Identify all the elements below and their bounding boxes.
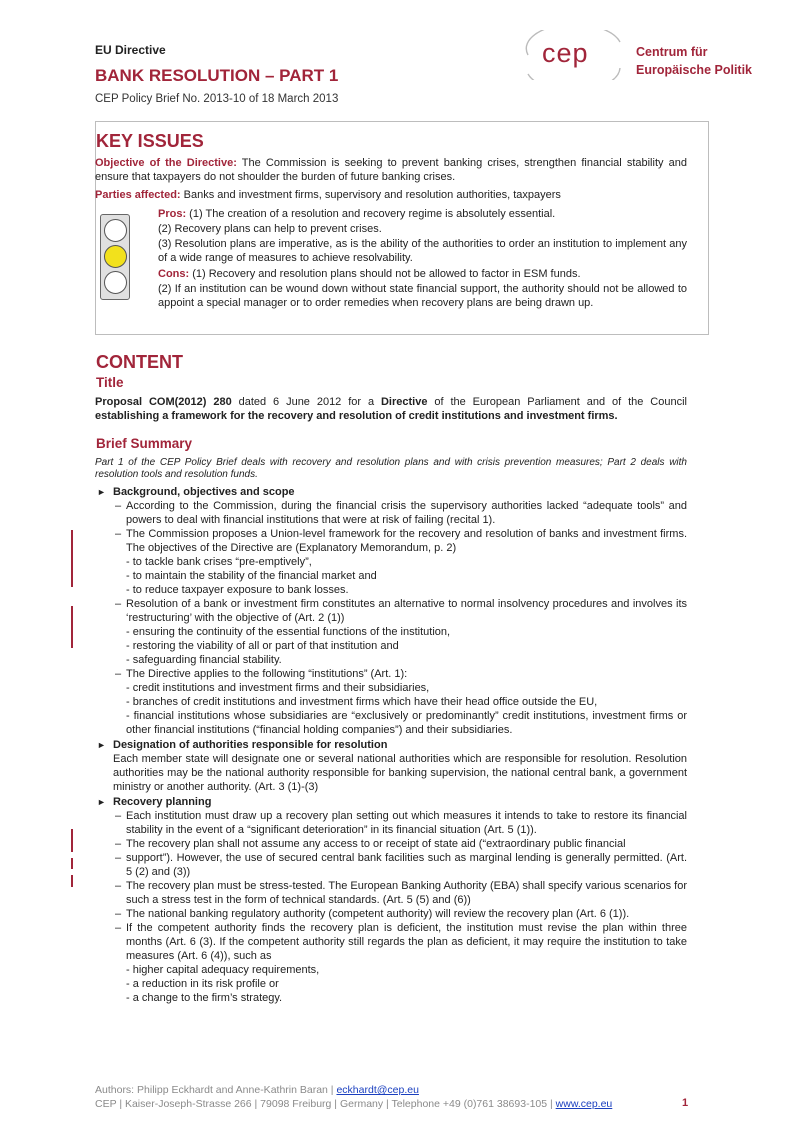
bullet-arrow-icon: ► [97, 487, 106, 497]
footer-website-link[interactable]: www.cep.eu [555, 1098, 613, 1110]
section-background-title: Background, objectives and scope [113, 486, 295, 498]
background-item-3: Resolution of a bank or investment firm constitutes an alternative to normal insolvency procedures and involves its ‘restructuring’ with the objective of (Art. 2 (1)) [126, 598, 687, 624]
cep-logo [520, 30, 630, 80]
objective-sub-c: - to reduce taxpayer exposure to bank losses. [126, 584, 349, 596]
parties-text: Banks and investment firms, supervisory and resolution authorities, taxpayers [180, 189, 561, 201]
change-bar-1 [71, 530, 73, 587]
org-name-line1: Centrum für [636, 45, 708, 59]
footer-authors [95, 1084, 419, 1096]
recovery-item-2b: support”). However, the use of secured central bank facilities such as marginal lending is generally permitted. (Art. 5 (2) and (3)) [126, 852, 687, 878]
proposal-ref: Proposal COM(2012) 280 [95, 396, 232, 408]
section-authorities-text: Each member state will designate one or several national authorities which are responsible for resolution. Resolution authorities may be the national authority responsible for banking supervision, the national central bank, a government ministry or another authority. (Art. 3 (1)-(3) [113, 753, 687, 793]
key-issues-heading: KEY ISSUES [96, 131, 204, 151]
resolution-sub-a: - ensuring the continuity of the essential functions of the institution, [126, 626, 451, 638]
objective-paragraph [95, 156, 687, 184]
objective-sub-b: - to maintain the stability of the financial market and [126, 570, 377, 582]
cons-item-2: (2) If an institution can be wound down without state financial support, the authority should not be allowed to appoint a special manager or to order remedies when recovery plans are being drawn up. [158, 283, 687, 309]
cons-item-1: (1) Recovery and resolution plans should not be allowed to factor in ESM funds. [189, 268, 581, 280]
title-heading: Title [96, 375, 124, 390]
parties-paragraph [95, 188, 687, 202]
change-bar-2 [71, 606, 73, 648]
institution-sub-b: - branches of credit institutions and investment firms which have their head office outside the EU, [126, 696, 598, 708]
pros-cons-block [158, 207, 687, 310]
pros-item-2: (2) Recovery plans can help to prevent crises. [158, 223, 382, 235]
recovery-item-2: The recovery plan shall not assume any access to or receipt of state aid (“extraordinary public financial [126, 838, 626, 850]
content-heading: CONTENT [96, 352, 183, 372]
footer-email-link[interactable]: eckhardt@cep.eu [336, 1084, 419, 1096]
parties-label: Parties affected: [95, 189, 181, 201]
cep-logo-text: cep [542, 38, 589, 68]
measure-sub-c: - a change to the firm’s strategy. [126, 992, 283, 1004]
bullet-arrow-icon: ► [97, 797, 106, 807]
proposal-text-1: dated 6 June 2012 for a [231, 396, 381, 408]
recovery-item-3: The recovery plan must be stress-tested. The European Banking Authority (EBA) shall specify various scenarios for such a stress test in the form of technical standards. (Art. 5 (5) and (6)) [126, 880, 687, 906]
recovery-item-5: If the competent authority finds the recovery plan is deficient, the institution must revise the plan within three months (Art. 6 (3). If the competent authority still regards the plan as deficient, it may require the institution to take measures (Art. 6 (4)), such as [126, 922, 687, 962]
cons-label: Cons: [158, 268, 190, 280]
section-authorities-title: Designation of authorities responsible for resolution [113, 739, 388, 751]
measure-sub-b: - a reduction in its risk profile or [126, 978, 279, 990]
section-background: ► Background, objectives and scope – According to the Commission, during the financial crisis the supervisory authorities lacked “adequate tools” and powers to deal with financial institutions that were at risk of failing (recital 1). – The Commission proposes a Union-level framework for the recovery and resolution of banks and investment firms. The objectives of the Directive are (Explanatory Memorandum, p. 2) - to tackle bank crises “pre-emptively”, - to maintain the stability of the financial market and - to reduce taxpayer exposure to bank losses. – Resolution of a bank or investment firm constitutes an alternative to normal insolvency procedures and involves its ‘restructuring’ with the objective of (Art. 2 (1)) - ensuring the continuity of the essential functions of the institution, - restoring the viability of all or part of that institution and - safeguarding financial stability. – The Directive applies to the following “institutions” (Art. 1): - credit institutions and investment firms and their subsidiaries, - branches of credit institutions and investment firms which have their head office outside the EU, - financial institutions whose subsidiaries are “exclusively or predominantly” credit institutions, investment firms or other financial institutions (“financial holding companies”) and their subsidiaries. ► Designation of authorities responsible for resolution Each member state will designate one or several national authorities which are responsible for resolution. Resolution authorities may be the national authority responsible for banking supervision, the national central bank, a government ministry or another authority. (Art. 3 (1)-(3) ► Recovery planning – Each institution must draw up a recovery plan setting out which measures it intends to take to restore its financial stability in the event of a “significant deterioration” in its financial situation (Art. 5 (1)). – The recovery plan shall not assume any access to or receipt of state aid (“extraordinary public financial – support”). However, the use of secured central bank facilities such as marginal lending is generally permitted. (Art. 5 (2) and (3)) – The recovery plan must be stress-tested. The European Banking Authority (EBA) shall specify various scenarios for such a stress test in the form of technical standards. (Art. 5 (5) and (6)) – The national banking regulatory authority (competent authority) will review the recovery plan (Art. 6 (1)). – If the competent authority finds the recovery plan is deficient, the institution must revise the plan within three months (Art. 6 (3). If the competent authority still regards the plan as deficient, it may require the institution to take measures (Art. 6 (4)), such as - higher capital adequacy requirements, - a reduction in its risk profile or - a change to the firm’s strategy. [97, 486, 687, 1004]
footer-authors-text: Authors: Philipp Eckhardt and Anne-Kathrin Baran | [95, 1084, 337, 1096]
traffic-light-top [104, 219, 127, 242]
brief-summary-heading: Brief Summary [96, 436, 193, 451]
objective-text: The Commission is seeking to prevent banking crises, strengthen financial stability and ensure that taxpayers do not shoulder the burden of future banking crises. [95, 157, 687, 183]
document-category: EU Directive [95, 43, 166, 57]
proposal-text-2: of the European Parliament and of the Council [427, 396, 687, 408]
section-recovery-title: Recovery planning [113, 796, 212, 808]
summary-intro: Part 1 of the CEP Policy Brief deals with recovery and resolution plans and with crisis prevention measures; Part 2 deals with resolution tools and resolution funds. [95, 457, 687, 480]
proposal-subject: establishing a framework for the recovery and resolution of credit institutions and investment firms. [95, 410, 618, 422]
institution-sub-a: - credit institutions and investment firms and their subsidiaries, [126, 682, 430, 694]
policy-brief-line: CEP Policy Brief No. 2013-10 of 18 March 2013 [95, 93, 339, 105]
pros-item-1: (1) The creation of a resolution and recovery regime is absolutely essential. [186, 208, 556, 220]
footer-address-text: CEP | Kaiser-Joseph-Strasse 266 | 79098 Freiburg | Germany | Telephone +49 (0)761 38693-105 | [95, 1098, 556, 1110]
change-bar-3 [71, 829, 73, 852]
traffic-light-bottom [104, 271, 127, 294]
institution-sub-c: - financial institutions whose subsidiaries are “exclusively or predominantly” credit institutions, investment firms or other financial institutions (“financial holding companies”) and their subsidiaries. [126, 710, 687, 736]
background-item-2: The Commission proposes a Union-level framework for the recovery and resolution of banks and investment firms. The objectives of the Directive are (Explanatory Memorandum, p. 2) [126, 528, 687, 554]
objective-sub-a: - to tackle bank crises “pre-emptively”, [126, 556, 312, 568]
traffic-light-icon [100, 214, 130, 300]
resolution-sub-c: - safeguarding financial stability. [126, 654, 282, 666]
page-number: 1 [682, 1097, 689, 1109]
resolution-sub-b: - restoring the viability of all or part of that institution and [126, 640, 399, 652]
proposal-paragraph [95, 395, 687, 423]
measure-sub-a: - higher capital adequacy requirements, [126, 964, 320, 976]
background-item-4: The Directive applies to the following “institutions” (Art. 1): [126, 668, 408, 680]
document-title: BANK RESOLUTION – PART 1 [95, 66, 339, 85]
pros-item-3: (3) Resolution plans are imperative, as is the ability of the authorities to order an institution to implement any of a wide range of measures to achieve resolvability. [158, 238, 687, 264]
recovery-item-4: The national banking regulatory authority (competent authority) will review the recovery plan (Art. 6 (1)). [126, 908, 630, 920]
change-bar-5 [71, 875, 73, 887]
bullet-arrow-icon: ► [97, 740, 106, 750]
proposal-directive: Directive [380, 396, 428, 408]
org-name-line2: Europäische Politik [636, 63, 753, 77]
pros-label: Pros: [158, 208, 187, 220]
recovery-item-1: Each institution must draw up a recovery plan setting out which measures it intends to take to restore its financial stability in the event of a “significant deterioration” in its financial situation (Art. 5 (1)). [126, 810, 687, 836]
change-bar-4 [71, 858, 73, 869]
footer-address [95, 1098, 612, 1110]
background-item-1: According to the Commission, during the financial crisis the supervisory authorities lacked “adequate tools” and powers to deal with financial institutions that were at risk of failing (recital 1). [126, 500, 687, 526]
traffic-light-middle-yellow [104, 245, 127, 268]
objective-label: Objective of the Directive: [95, 157, 237, 169]
